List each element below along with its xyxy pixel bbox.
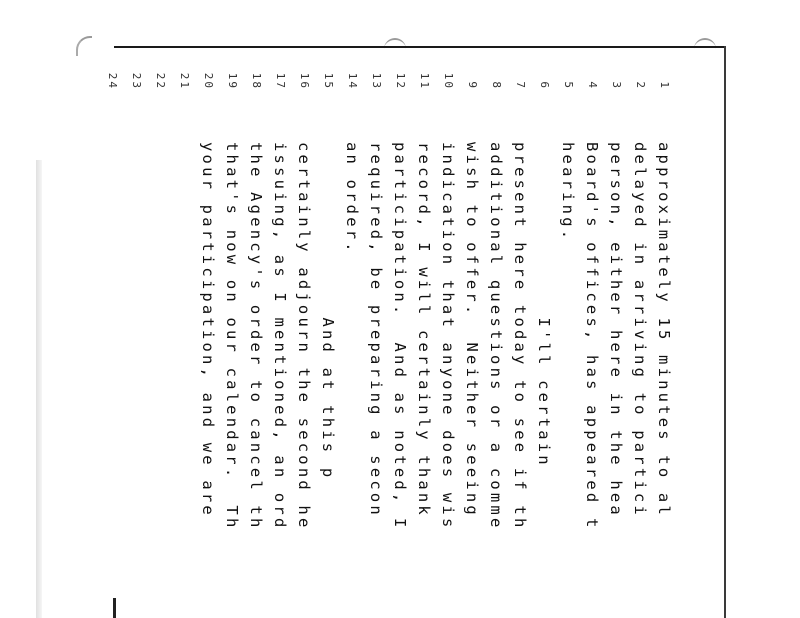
line-text: present here today to see if th <box>511 142 529 531</box>
line-number: 5 <box>562 81 575 90</box>
line-text: I'll certain <box>535 142 553 468</box>
line-number: 24 <box>106 72 119 90</box>
line-number: 16 <box>298 72 311 90</box>
page-right-edge <box>724 46 726 618</box>
line-number: 1 <box>658 81 671 90</box>
line-number: 17 <box>274 72 287 90</box>
line-number: 14 <box>346 72 359 90</box>
line-number: 18 <box>250 72 263 90</box>
line-text: the Agency's order to cancel th <box>247 142 265 531</box>
line-number: 22 <box>154 72 167 90</box>
line-number: 20 <box>202 72 215 90</box>
line-number: 2 <box>634 81 647 90</box>
line-number: 11 <box>418 72 431 90</box>
line-text: hearing. <box>559 142 577 243</box>
line-number: 19 <box>226 72 239 90</box>
line-text: Board's offices, has appeared t <box>583 142 601 531</box>
line-text: indication that anyone does wis <box>439 142 457 531</box>
line-number: 8 <box>490 81 503 90</box>
line-text: an order. <box>343 142 361 255</box>
line-text: person, either here in the hea <box>607 142 625 518</box>
line-number: 6 <box>538 81 551 90</box>
line-text: issuing, as I mentioned, an ord <box>271 142 289 531</box>
scan-left-shadow <box>36 160 42 618</box>
line-number: 10 <box>442 72 455 90</box>
line-number: 12 <box>394 72 407 90</box>
line-text: required, be preparing a secon <box>367 142 385 518</box>
transcript-page <box>102 52 702 618</box>
line-text: delayed in arriving to partici <box>631 142 649 518</box>
line-text: additional questions or a comme <box>487 142 505 531</box>
hole-punch-mark-left <box>76 36 92 56</box>
line-number: 23 <box>130 72 143 90</box>
line-number: 21 <box>178 72 191 90</box>
line-number: 13 <box>370 72 383 90</box>
page-top-edge <box>114 46 726 48</box>
line-text: record, I will certainly thank <box>415 142 433 518</box>
line-text: that's now on our calendar. Th <box>223 142 241 531</box>
line-number: 4 <box>586 81 599 90</box>
line-number: 15 <box>322 72 335 90</box>
line-text: participation. And as noted, I <box>391 142 409 531</box>
line-number: 7 <box>514 81 527 90</box>
line-number: 3 <box>610 81 623 90</box>
line-text: approximately 15 minutes to al <box>655 142 673 518</box>
line-text: certainly adjourn the second he <box>295 142 313 531</box>
line-text: wish to offer. Neither seeing <box>463 142 481 518</box>
line-number: 9 <box>466 81 479 90</box>
line-text: And at this p <box>319 142 337 481</box>
line-text: your participation, and we are <box>199 142 217 518</box>
